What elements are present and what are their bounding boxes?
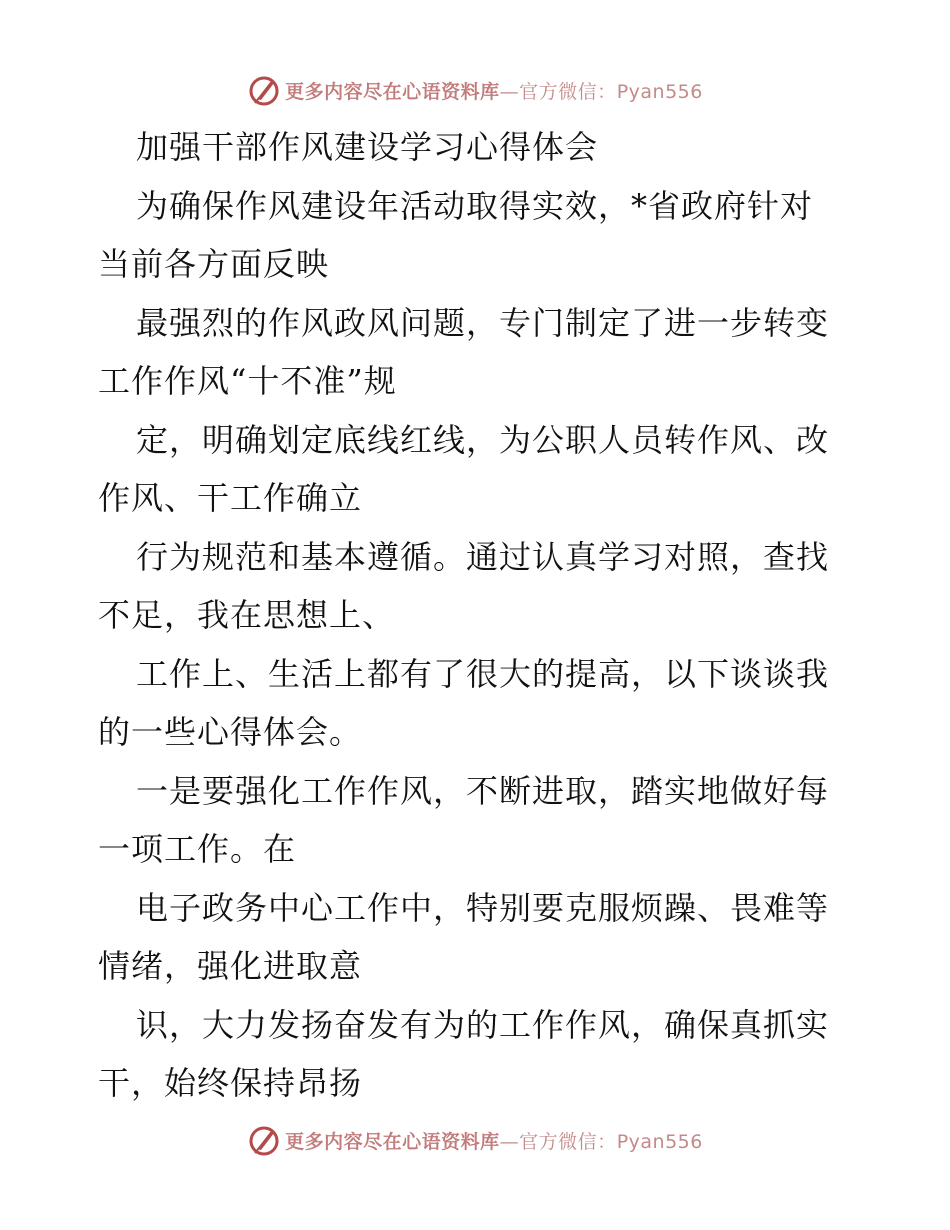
body-line: 为确保作风建设年活动取得实效，*省政府针对 [136,186,814,225]
doc-title: 加强干部作风建设学习心得体会 [136,128,599,166]
body-line: 电子政务中心工作中，特别要克服烦躁、畏难等 [136,888,830,927]
body-line: 情绪，强化进取意 [98,947,363,985]
quill-logo-icon [247,73,281,107]
watermark-id: Pyan556 [616,1130,703,1153]
body-line: 的一些心得体会。 [98,713,363,751]
body-line: 最强烈的作风政风问题，专门制定了进一步转变 [136,303,830,342]
header-watermark [0,70,950,110]
footer-watermark [0,1120,950,1160]
body-line: 一是要强化工作作风，不断进取，踏实地做好每 [136,771,830,810]
body-line: 不足，我在思想上、 [98,596,396,634]
watermark-middle: —官方微信： [499,1130,617,1153]
watermark-id: Pyan556 [616,80,703,103]
watermark-lead: 更多内容尽在心语资料库 [285,1130,500,1153]
body-line: 工作上、生活上都有了很大的提高，以下谈谈我 [136,654,830,693]
body-line: 行为规范和基本遵循。通过认真学习对照，查找 [136,537,830,576]
body-line: 干，始终保持昂扬 [98,1064,363,1102]
body-line: 作风、干工作确立 [98,479,363,517]
watermark-text [285,1127,703,1154]
watermark-middle: —官方微信： [499,80,617,103]
document-body [98,118,852,1113]
body-line: 定，明确划定底线红线，为公职人员转作风、改 [136,420,830,459]
quill-logo-icon [247,1123,281,1157]
body-line: 工作作风“十不准”规 [98,362,397,400]
body-line: 当前各方面反映 [98,245,330,283]
body-line: 识，大力发扬奋发有为的工作作风，确保真抓实 [136,1005,830,1044]
body-line: 一项工作。在 [98,830,297,868]
watermark-lead: 更多内容尽在心语资料库 [285,80,500,103]
watermark-text [285,77,703,104]
